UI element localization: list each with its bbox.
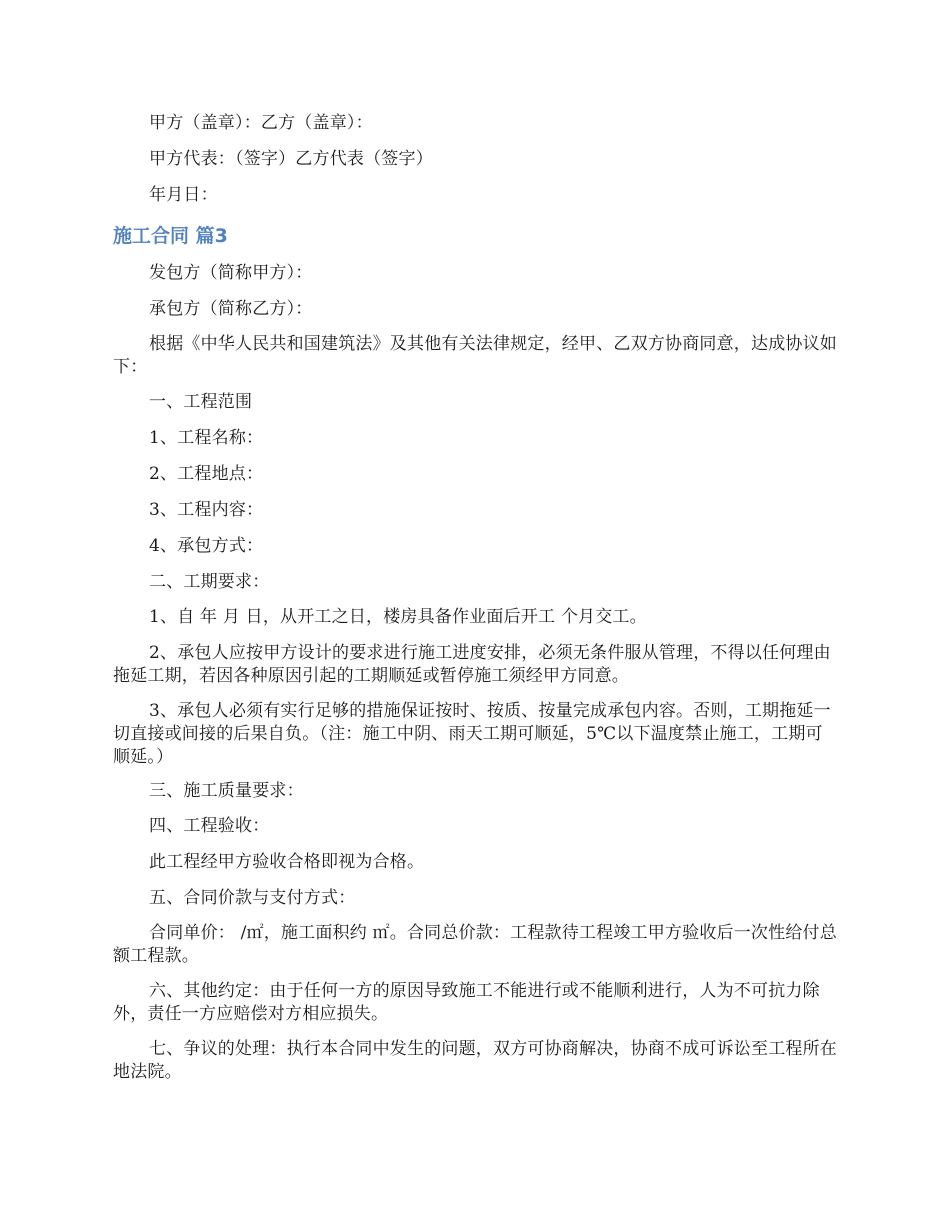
paragraph-schedule-title: 二、工期要求： [149, 572, 270, 592]
paragraph-dispute: 七、争议的处理：执行本合同中发生的问题，双方可协商解决，协商不成可诉讼至工程所在地法院。 [113, 1039, 837, 1082]
paragraph-employer: 发包方（简称甲方）： [149, 263, 313, 283]
paragraph-preamble: 根据《中华人民共和国建筑法》及其他有关法律规定，经甲、乙双方协商同意，达成协议如下： [113, 334, 837, 377]
paragraph-quality-title: 三、施工质量要求： [149, 781, 304, 801]
paragraph-project-name: 1、工程名称： [149, 428, 264, 448]
paragraph-project-location: 2、工程地点： [149, 464, 264, 484]
paragraph-schedule-1: 1、自 年 月 日，从开工之日，楼房具备作业面后开工 个月交工。 [149, 607, 647, 627]
paragraph-contractor: 承包方（简称乙方）： [149, 299, 313, 319]
paragraph-payment: 合同单价： /㎡，施工面积约 ㎡。合同总价款：工程款待工程竣工甲方验收后一次性给付总额工程款。 [113, 923, 837, 966]
paragraph-contract-method: 4、承包方式： [149, 536, 264, 556]
paragraph-acceptance-title: 四、工程验收： [149, 816, 270, 836]
paragraph-payment-title: 五、合同价款与支付方式： [149, 888, 356, 908]
date-line: 年月日： [149, 185, 218, 205]
paragraph-acceptance: 此工程经甲方验收合格即视为合格。 [149, 852, 425, 872]
paragraph-scope-title: 一、工程范围 [149, 392, 253, 412]
seal-line: 甲方（盖章）：乙方（盖章）： [149, 113, 373, 133]
paragraph-schedule-2: 2、承包人应按甲方设计的要求进行施工进度安排，必须无条件服从管理，不得以任何理由拖延工期，若因各种原因引起的工期顺延或暂停施工须经甲方同意。 [113, 643, 831, 686]
representative-line: 甲方代表：（签字）乙方代表（签字） [149, 149, 433, 169]
section-heading: 施工合同 篇3 [113, 225, 228, 247]
paragraph-project-content: 3、工程内容： [149, 500, 264, 520]
paragraph-schedule-3: 3、承包人必须有实行足够的措施保证按时、按质、按量完成承包内容。否则，工期拖延一切直接或间接的后果自负。（注：施工中阴、雨天工期可顺延，5℃以下温度禁止施工，工期可顺延。） [113, 701, 831, 767]
paragraph-other: 六、其他约定：由于任何一方的原因导致施工不能进行或不能顺利进行，人为不可抗力除外，责任一方应赔偿对方相应损失。 [113, 981, 820, 1024]
